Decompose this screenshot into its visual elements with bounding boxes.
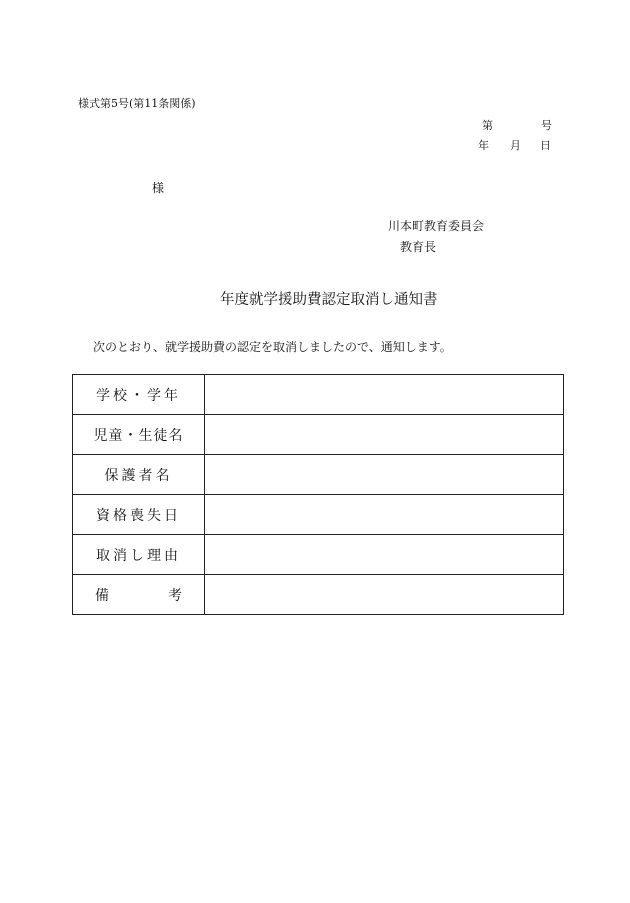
- table-row: [73, 495, 564, 535]
- row-value-student-name[interactable]: [205, 415, 564, 455]
- row-value-loss-date[interactable]: [205, 495, 564, 535]
- row-label-cancel-reason: 取消し理由: [73, 535, 205, 575]
- table-row: [73, 535, 564, 575]
- doc-number-prefix: 第: [482, 119, 493, 132]
- row-value-school-grade[interactable]: [205, 375, 564, 415]
- row-label-loss-date: 資格喪失日: [73, 495, 205, 535]
- table-row: [73, 375, 564, 415]
- date-day-label: 日: [540, 139, 551, 152]
- table-row: [73, 575, 564, 615]
- info-table: [72, 374, 564, 615]
- row-label-guardian-name: 保護者名: [73, 455, 205, 495]
- recipient-honorific: 様: [152, 181, 165, 195]
- document-title: 年度就学援助費認定取消し通知書: [220, 292, 438, 308]
- issuer-title: 教育長: [400, 240, 437, 254]
- date-year-label: 年: [478, 139, 489, 152]
- form-number: 様式第5号(第11条関係): [78, 97, 196, 110]
- row-label-student-name: 児童・生徒名: [73, 415, 205, 455]
- issuer-organization: 川本町教育委員会: [388, 219, 485, 233]
- row-value-cancel-reason[interactable]: [205, 535, 564, 575]
- table-row: [73, 415, 564, 455]
- row-label-remarks: 備考: [73, 575, 205, 615]
- date-month-label: 月: [510, 139, 521, 152]
- table-row: [73, 455, 564, 495]
- doc-number-suffix: 号: [541, 119, 552, 132]
- row-label-school-grade: 学校・学年: [73, 375, 205, 415]
- row-value-remarks[interactable]: [205, 575, 564, 615]
- row-value-guardian-name[interactable]: [205, 455, 564, 495]
- intro-text: 次のとおり、就学援助費の認定を取消しましたので、通知します。: [93, 340, 452, 354]
